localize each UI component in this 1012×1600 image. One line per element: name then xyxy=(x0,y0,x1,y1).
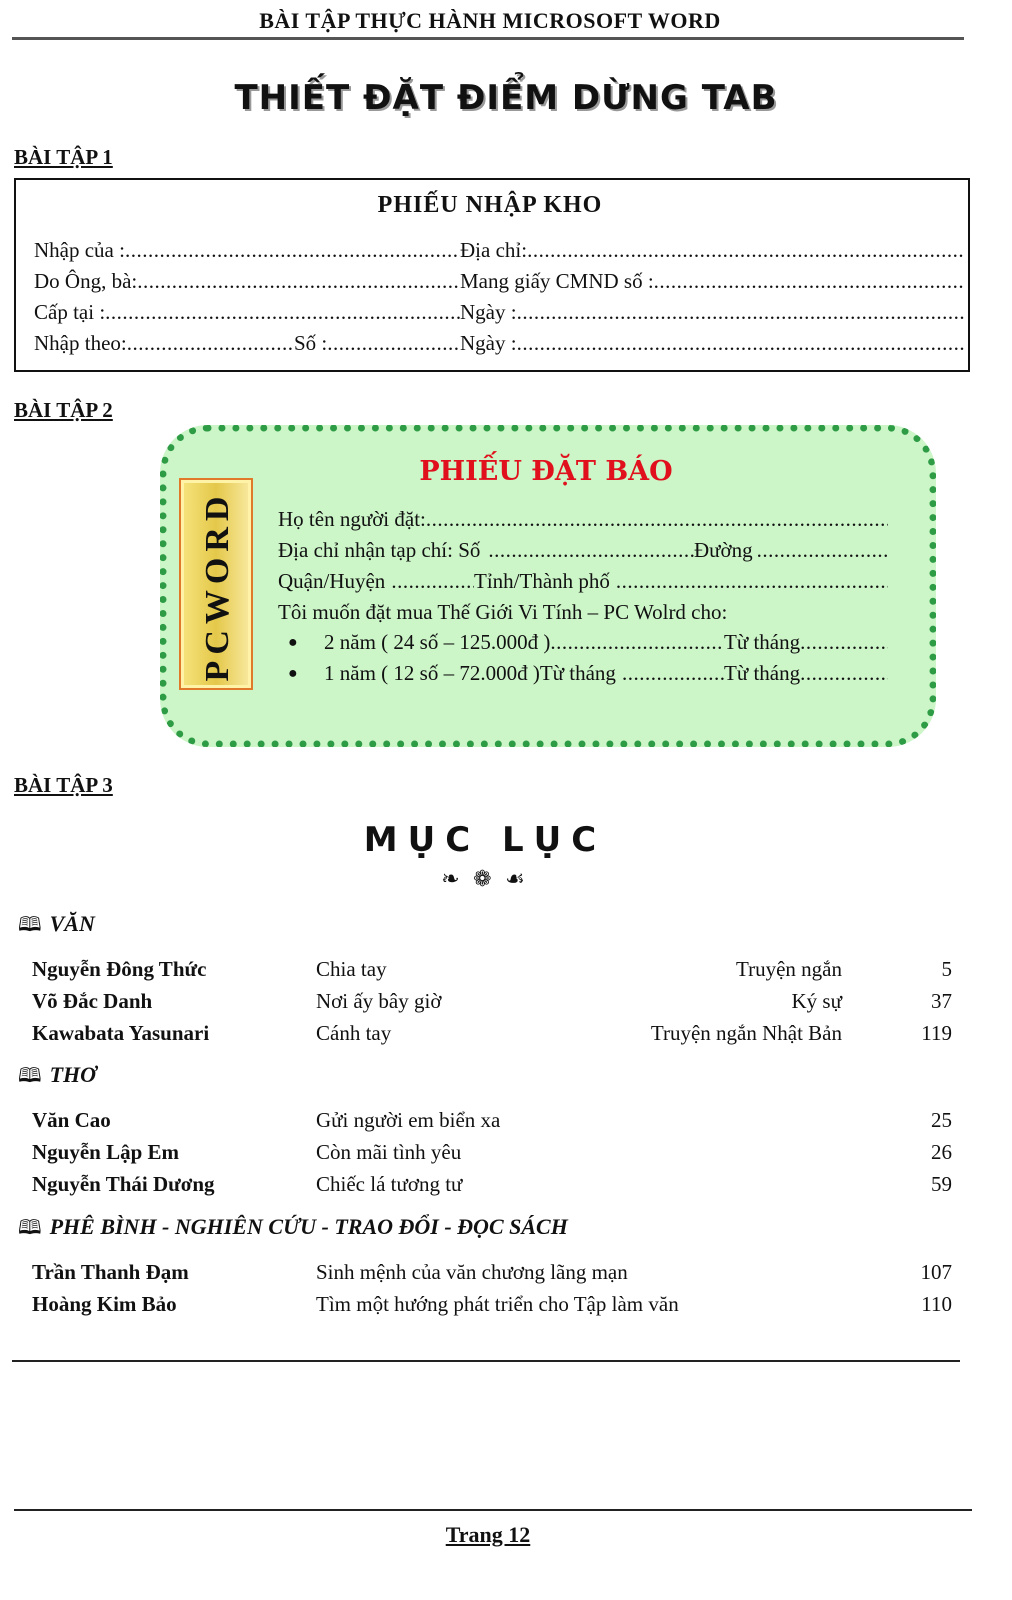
category-name: PHÊ BÌNH - NGHIÊN CỨU - TRAO ĐỔI - ĐỌC SÁCH xyxy=(49,1214,568,1239)
toc-page: 119 xyxy=(921,1021,952,1045)
toc-row xyxy=(32,1292,954,1322)
dot-leader xyxy=(800,630,888,655)
dot-leader xyxy=(527,238,964,263)
toc-author: Hoàng Kim Bảo xyxy=(32,1292,177,1316)
header-rule xyxy=(12,37,964,40)
footer-rule xyxy=(14,1509,972,1511)
dot-leader xyxy=(616,569,888,594)
dot-leader xyxy=(654,269,964,294)
field-label: Mang giấy CMND số : xyxy=(460,269,654,293)
toc-work: Chia tay xyxy=(316,957,387,981)
exercise-1-label: BÀI TẬP 1 xyxy=(14,145,113,169)
pcword-side-text: PCWORD xyxy=(199,490,236,682)
toc-work: Còn mãi tình yêu xyxy=(316,1140,462,1164)
toc-author: Nguyễn Thái Dương xyxy=(32,1172,215,1196)
toc-author: Võ Đắc Danh xyxy=(32,989,153,1013)
order-line: Tôi muốn đặt mua Thế Giới Vi Tính – PC Wolrd cho: xyxy=(278,600,728,624)
order-line xyxy=(278,569,888,597)
field-label: Nhập của : xyxy=(34,238,125,262)
form-line xyxy=(34,300,966,328)
toc-page: 25 xyxy=(931,1108,952,1132)
field-label: Từ tháng xyxy=(724,661,801,685)
field-label: Địa chỉ: xyxy=(460,238,528,262)
toc-row xyxy=(32,1172,954,1202)
toc-page: 26 xyxy=(931,1140,952,1164)
toc-page: 5 xyxy=(941,957,952,981)
toc-category xyxy=(18,1213,568,1243)
exercise-2-label: BÀI TẬP 2 xyxy=(14,398,113,422)
warehouse-receipt-box xyxy=(14,178,970,372)
toc-author: Nguyễn Lập Em xyxy=(32,1140,180,1164)
toc-row xyxy=(32,1140,954,1170)
dot-leader xyxy=(517,300,964,325)
field-label: Ngày : xyxy=(460,300,517,324)
dot-leader xyxy=(125,238,460,263)
dot-leader xyxy=(391,569,474,594)
field-label: Họ tên người đặt: xyxy=(278,507,426,531)
field-label: Nhập theo: xyxy=(34,331,127,355)
toc-work: Gửi người em biển xa xyxy=(316,1108,501,1132)
dot-leader xyxy=(426,507,888,532)
toc-category xyxy=(18,910,95,940)
toc-row xyxy=(32,957,954,987)
toc-row xyxy=(32,1108,954,1138)
toc-work: Nơi ấy bây giờ xyxy=(316,989,442,1013)
field-label: Quận/Huyện xyxy=(278,569,386,593)
page-number: Trang 12 xyxy=(445,1522,531,1547)
newspaper-order-title: PHIẾU ĐẶT BÁO xyxy=(419,456,673,487)
toc-work: Cánh tay xyxy=(316,1021,392,1045)
toc-author: Trần Thanh Đạm xyxy=(32,1260,189,1284)
toc-genre: Truyện ngắn Nhật Bản xyxy=(650,1021,842,1045)
toc-work: Tìm một hướng phát triển cho Tập làm văn xyxy=(316,1292,679,1316)
dot-leader xyxy=(105,300,460,325)
field-label: Từ tháng xyxy=(724,630,801,654)
field-label: Cấp tại : xyxy=(34,300,106,324)
toc-genre: Ký sự xyxy=(791,989,842,1013)
order-line xyxy=(278,538,888,566)
ornament-divider: ❧ ❁ ☙ xyxy=(441,866,529,891)
toc-work: Sinh mệnh của văn chương lãng mạn xyxy=(316,1260,628,1284)
toc-page: 110 xyxy=(921,1292,952,1316)
exercise-3-label: BÀI TẬP 3 xyxy=(14,773,113,797)
toc-page: 37 xyxy=(931,989,952,1013)
toc-title: MỤC LỤC xyxy=(363,820,607,860)
section-end-rule xyxy=(12,1360,960,1362)
toc-page: 59 xyxy=(931,1172,952,1196)
bullet-icon: ● xyxy=(288,634,298,651)
field-label: Tỉnh/Thành phố xyxy=(474,569,610,593)
toc-work: Chiếc lá tương tư xyxy=(316,1172,463,1196)
dot-leader xyxy=(517,331,964,356)
form-line xyxy=(34,331,966,359)
main-title: THIẾT ĐẶT ĐIỂM DỪNG TAB xyxy=(234,78,778,118)
field-label: Do Ông, bà: xyxy=(34,269,138,293)
page-header-title: BÀI TẬP THỰC HÀNH MICROSOFT WORD xyxy=(259,8,721,33)
dot-leader xyxy=(550,630,724,655)
bullet-icon: ● xyxy=(288,665,298,682)
book-icon: 🕮 xyxy=(18,1217,42,1239)
dot-leader xyxy=(127,331,294,356)
order-option-line xyxy=(324,661,888,689)
toc-author: Kawabata Yasunari xyxy=(32,1021,210,1045)
dot-leader xyxy=(137,269,460,294)
option-label: 2 năm ( 24 số – 125.000đ ) xyxy=(324,630,551,654)
category-name: THƠ xyxy=(49,1062,97,1087)
toc-row xyxy=(32,989,954,1019)
form-line xyxy=(34,238,966,266)
field-label: Đường xyxy=(694,538,753,562)
dot-leader xyxy=(800,661,888,686)
toc-author: Nguyễn Đông Thức xyxy=(32,957,207,981)
toc-author: Văn Cao xyxy=(32,1108,111,1132)
dot-leader xyxy=(327,331,460,356)
field-label: Địa chỉ nhận tạp chí: Số xyxy=(278,538,481,562)
toc-page: 107 xyxy=(920,1260,952,1284)
option-label: 1 năm ( 12 số – 72.000đ )Từ tháng xyxy=(324,661,616,685)
book-icon: 🕮 xyxy=(18,1065,42,1087)
toc-genre: Truyện ngắn xyxy=(736,957,842,981)
field-label: Số : xyxy=(294,331,328,355)
dot-leader xyxy=(488,538,694,563)
toc-row xyxy=(32,1021,954,1051)
order-line xyxy=(278,507,888,535)
dot-leader xyxy=(757,538,888,563)
toc-row xyxy=(32,1260,954,1290)
field-label: Ngày : xyxy=(460,331,517,355)
warehouse-receipt-title: PHIẾU NHẬP KHO xyxy=(377,192,603,218)
dot-leader xyxy=(622,661,724,686)
pcword-side-banner xyxy=(179,478,253,690)
form-line xyxy=(34,269,966,297)
toc-category xyxy=(18,1061,96,1091)
book-icon: 🕮 xyxy=(18,914,42,936)
order-option-line xyxy=(324,630,888,658)
category-name: VĂN xyxy=(49,911,95,936)
